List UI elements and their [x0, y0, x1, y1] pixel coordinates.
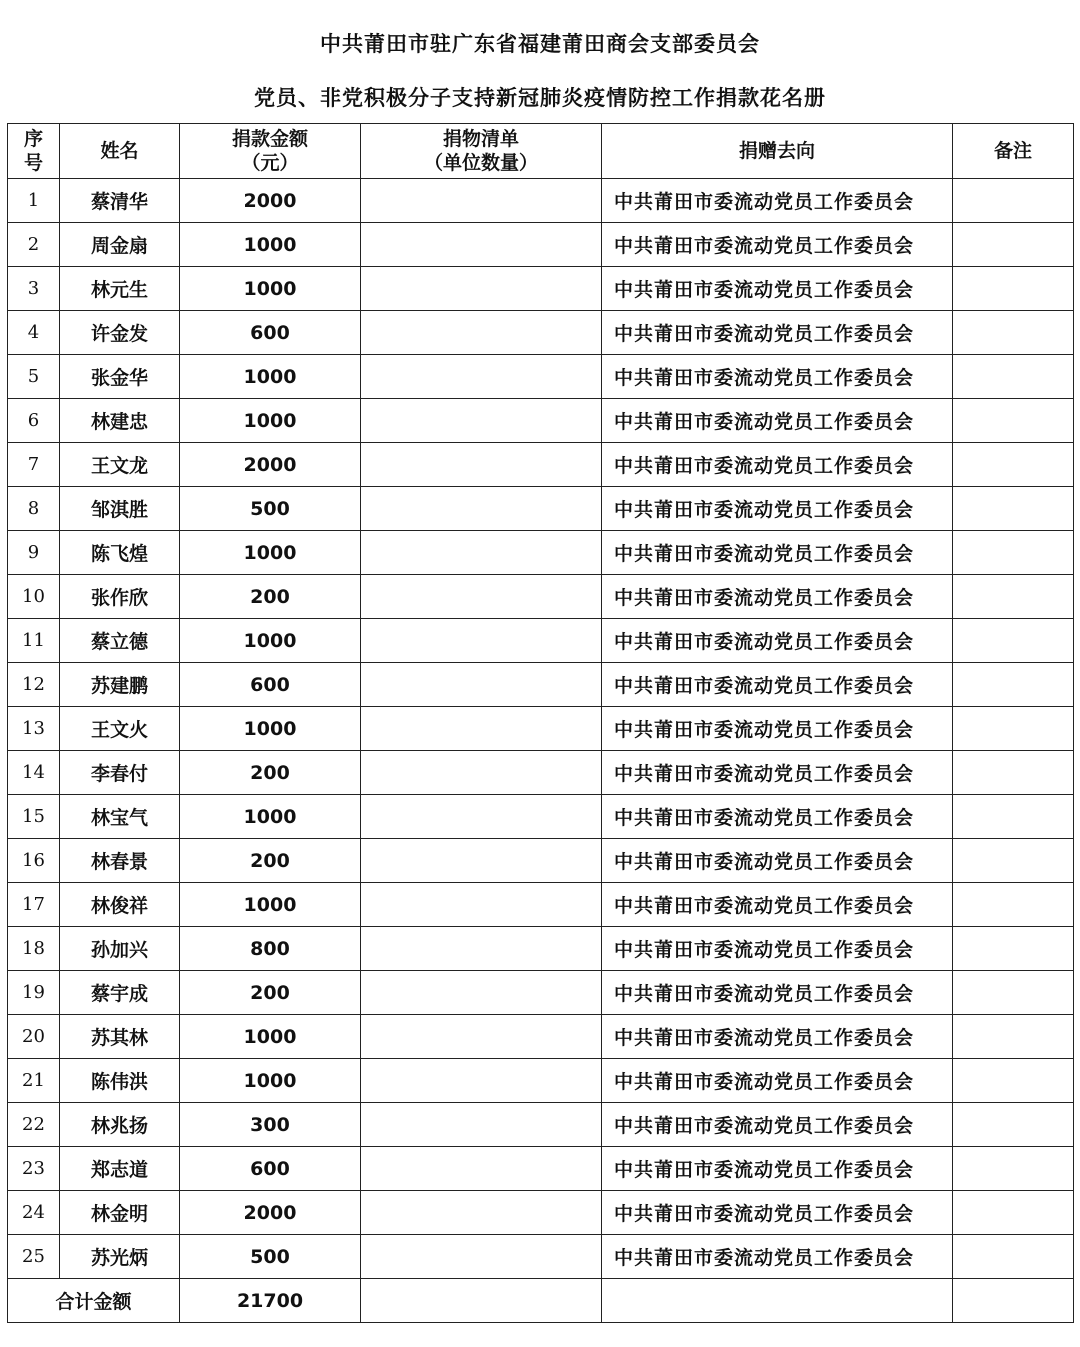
table-row: [8, 1191, 1074, 1235]
row-items: [361, 179, 602, 223]
row-name: 蔡清华: [60, 179, 180, 223]
table-row: [8, 355, 1074, 399]
row-destination: 中共莆田市委流动党员工作委员会: [602, 531, 953, 575]
row-index: 4: [8, 311, 60, 355]
row-items: [361, 707, 602, 751]
row-amount: 1000: [180, 267, 361, 311]
table-row: [8, 1103, 1074, 1147]
row-items: [361, 443, 602, 487]
row-remark: [953, 707, 1074, 751]
row-destination: 中共莆田市委流动党员工作委员会: [602, 1015, 953, 1059]
row-destination: 中共莆田市委流动党员工作委员会: [602, 971, 953, 1015]
row-amount: 1000: [180, 1059, 361, 1103]
table-row: [8, 707, 1074, 751]
row-destination: 中共莆田市委流动党员工作委员会: [602, 927, 953, 971]
document-title: 中共莆田市驻广东省福建莆田商会支部委员会: [320, 32, 760, 56]
row-name: 张作欣: [60, 575, 180, 619]
row-name: 张金华: [60, 355, 180, 399]
row-name: 郑志道: [60, 1147, 180, 1191]
row-remark: [953, 399, 1074, 443]
row-amount: 1000: [180, 399, 361, 443]
row-amount: 600: [180, 1147, 361, 1191]
row-index: 17: [8, 883, 60, 927]
table-row: [8, 971, 1074, 1015]
table-row: [8, 751, 1074, 795]
header-index: 序 号: [8, 124, 60, 179]
total-destination: [602, 1279, 953, 1323]
row-amount: 200: [180, 971, 361, 1015]
row-destination: 中共莆田市委流动党员工作委员会: [602, 1235, 953, 1279]
row-amount: 2000: [180, 179, 361, 223]
row-name: 孙加兴: [60, 927, 180, 971]
table-row: [8, 1059, 1074, 1103]
row-destination: 中共莆田市委流动党员工作委员会: [602, 795, 953, 839]
row-name: 林建忠: [60, 399, 180, 443]
table-row: [8, 267, 1074, 311]
table-row: [8, 399, 1074, 443]
row-items: [361, 619, 602, 663]
row-remark: [953, 267, 1074, 311]
header-amount: 捐款金额 （元）: [180, 124, 361, 179]
row-name: 林宝气: [60, 795, 180, 839]
table-row: [8, 1147, 1074, 1191]
row-remark: [953, 1235, 1074, 1279]
row-destination: 中共莆田市委流动党员工作委员会: [602, 707, 953, 751]
row-destination: 中共莆田市委流动党员工作委员会: [602, 223, 953, 267]
row-remark: [953, 839, 1074, 883]
row-items: [361, 531, 602, 575]
row-amount: 600: [180, 311, 361, 355]
row-destination: 中共莆田市委流动党员工作委员会: [602, 575, 953, 619]
row-name: 许金发: [60, 311, 180, 355]
table-row: [8, 531, 1074, 575]
row-amount: 1000: [180, 795, 361, 839]
table-row: [8, 795, 1074, 839]
row-amount: 1000: [180, 355, 361, 399]
row-name: 林元生: [60, 267, 180, 311]
row-destination: 中共莆田市委流动党员工作委员会: [602, 839, 953, 883]
table-row: [8, 575, 1074, 619]
row-remark: [953, 443, 1074, 487]
row-index: 2: [8, 223, 60, 267]
row-name: 王文火: [60, 707, 180, 751]
row-destination: 中共莆田市委流动党员工作委员会: [602, 443, 953, 487]
row-amount: 500: [180, 487, 361, 531]
row-destination: 中共莆田市委流动党员工作委员会: [602, 1059, 953, 1103]
header-name: 姓名: [60, 124, 180, 179]
row-amount: 1000: [180, 223, 361, 267]
row-name: 邹淇胜: [60, 487, 180, 531]
header-items: 捐物清单 （单位数量）: [361, 124, 602, 179]
table-row: [8, 927, 1074, 971]
row-destination: 中共莆田市委流动党员工作委员会: [602, 1103, 953, 1147]
row-index: 20: [8, 1015, 60, 1059]
table-row: [8, 663, 1074, 707]
row-index: 12: [8, 663, 60, 707]
row-remark: [953, 663, 1074, 707]
table-row: [8, 223, 1074, 267]
row-amount: 1000: [180, 1015, 361, 1059]
total-items: [361, 1279, 602, 1323]
row-index: 5: [8, 355, 60, 399]
total-remark: [953, 1279, 1074, 1323]
row-name: 苏光炳: [60, 1235, 180, 1279]
row-name: 王文龙: [60, 443, 180, 487]
row-remark: [953, 1059, 1074, 1103]
row-name: 蔡宇成: [60, 971, 180, 1015]
row-name: 陈伟洪: [60, 1059, 180, 1103]
row-remark: [953, 1103, 1074, 1147]
row-amount: 1000: [180, 883, 361, 927]
row-items: [361, 1103, 602, 1147]
row-amount: 200: [180, 575, 361, 619]
row-index: 23: [8, 1147, 60, 1191]
row-items: [361, 1015, 602, 1059]
row-name: 蔡立德: [60, 619, 180, 663]
row-items: [361, 487, 602, 531]
row-index: 18: [8, 927, 60, 971]
row-amount: 2000: [180, 443, 361, 487]
row-amount: 500: [180, 1235, 361, 1279]
row-index: 13: [8, 707, 60, 751]
row-remark: [953, 487, 1074, 531]
row-name: 林俊祥: [60, 883, 180, 927]
row-name: 林春景: [60, 839, 180, 883]
row-index: 3: [8, 267, 60, 311]
row-name: 苏建鹏: [60, 663, 180, 707]
table-row: [8, 839, 1074, 883]
row-name: 苏其林: [60, 1015, 180, 1059]
row-index: 15: [8, 795, 60, 839]
row-remark: [953, 927, 1074, 971]
row-amount: 1000: [180, 619, 361, 663]
row-index: 21: [8, 1059, 60, 1103]
row-remark: [953, 1191, 1074, 1235]
row-items: [361, 663, 602, 707]
row-destination: 中共莆田市委流动党员工作委员会: [602, 1191, 953, 1235]
row-index: 10: [8, 575, 60, 619]
donation-table: [7, 123, 1074, 1323]
row-destination: 中共莆田市委流动党员工作委员会: [602, 619, 953, 663]
row-remark: [953, 795, 1074, 839]
row-remark: [953, 311, 1074, 355]
table-header-row: [8, 124, 1074, 179]
row-destination: 中共莆田市委流动党员工作委员会: [602, 311, 953, 355]
row-items: [361, 883, 602, 927]
row-index: 9: [8, 531, 60, 575]
row-index: 16: [8, 839, 60, 883]
row-index: 24: [8, 1191, 60, 1235]
row-items: [361, 223, 602, 267]
row-remark: [953, 531, 1074, 575]
row-index: 8: [8, 487, 60, 531]
row-remark: [953, 971, 1074, 1015]
row-destination: 中共莆田市委流动党员工作委员会: [602, 883, 953, 927]
row-items: [361, 267, 602, 311]
row-amount: 200: [180, 751, 361, 795]
row-amount: 800: [180, 927, 361, 971]
row-destination: 中共莆田市委流动党员工作委员会: [602, 355, 953, 399]
row-remark: [953, 1015, 1074, 1059]
row-index: 22: [8, 1103, 60, 1147]
row-amount: 300: [180, 1103, 361, 1147]
row-items: [361, 575, 602, 619]
row-name: 周金扇: [60, 223, 180, 267]
document-subtitle: 党员、非党积极分子支持新冠肺炎疫情防控工作捐款花名册: [254, 86, 826, 110]
row-destination: 中共莆田市委流动党员工作委员会: [602, 399, 953, 443]
row-remark: [953, 1147, 1074, 1191]
row-index: 19: [8, 971, 60, 1015]
table-row: [8, 1235, 1074, 1279]
row-items: [361, 839, 602, 883]
row-items: [361, 927, 602, 971]
row-index: 25: [8, 1235, 60, 1279]
row-index: 11: [8, 619, 60, 663]
row-remark: [953, 223, 1074, 267]
header-remark: 备注: [953, 124, 1074, 179]
row-remark: [953, 883, 1074, 927]
row-name: 林兆扬: [60, 1103, 180, 1147]
total-amount: 21700: [180, 1279, 361, 1323]
table-row: [8, 619, 1074, 663]
row-index: 7: [8, 443, 60, 487]
row-index: 6: [8, 399, 60, 443]
row-items: [361, 1191, 602, 1235]
row-items: [361, 399, 602, 443]
header-destination: 捐赠去向: [602, 124, 953, 179]
row-amount: 1000: [180, 707, 361, 751]
row-index: 1: [8, 179, 60, 223]
row-index: 14: [8, 751, 60, 795]
row-amount: 200: [180, 839, 361, 883]
row-destination: 中共莆田市委流动党员工作委员会: [602, 179, 953, 223]
total-row: [8, 1279, 1074, 1323]
row-items: [361, 311, 602, 355]
row-amount: 1000: [180, 531, 361, 575]
row-items: [361, 355, 602, 399]
row-destination: 中共莆田市委流动党员工作委员会: [602, 1147, 953, 1191]
row-name: 陈飞煌: [60, 531, 180, 575]
row-name: 林金明: [60, 1191, 180, 1235]
row-name: 李春付: [60, 751, 180, 795]
row-amount: 600: [180, 663, 361, 707]
row-amount: 2000: [180, 1191, 361, 1235]
row-remark: [953, 179, 1074, 223]
row-destination: 中共莆田市委流动党员工作委员会: [602, 663, 953, 707]
row-items: [361, 1059, 602, 1103]
row-remark: [953, 619, 1074, 663]
row-destination: 中共莆田市委流动党员工作委员会: [602, 751, 953, 795]
row-items: [361, 1147, 602, 1191]
row-items: [361, 971, 602, 1015]
row-remark: [953, 751, 1074, 795]
row-remark: [953, 355, 1074, 399]
table-row: [8, 443, 1074, 487]
table-row: [8, 1015, 1074, 1059]
table-row: [8, 311, 1074, 355]
row-items: [361, 795, 602, 839]
row-items: [361, 751, 602, 795]
row-destination: 中共莆田市委流动党员工作委员会: [602, 487, 953, 531]
table-row: [8, 487, 1074, 531]
row-remark: [953, 575, 1074, 619]
table-row: [8, 179, 1074, 223]
row-items: [361, 1235, 602, 1279]
row-destination: 中共莆田市委流动党员工作委员会: [602, 267, 953, 311]
table-row: [8, 883, 1074, 927]
total-label: 合计金额: [8, 1279, 180, 1323]
